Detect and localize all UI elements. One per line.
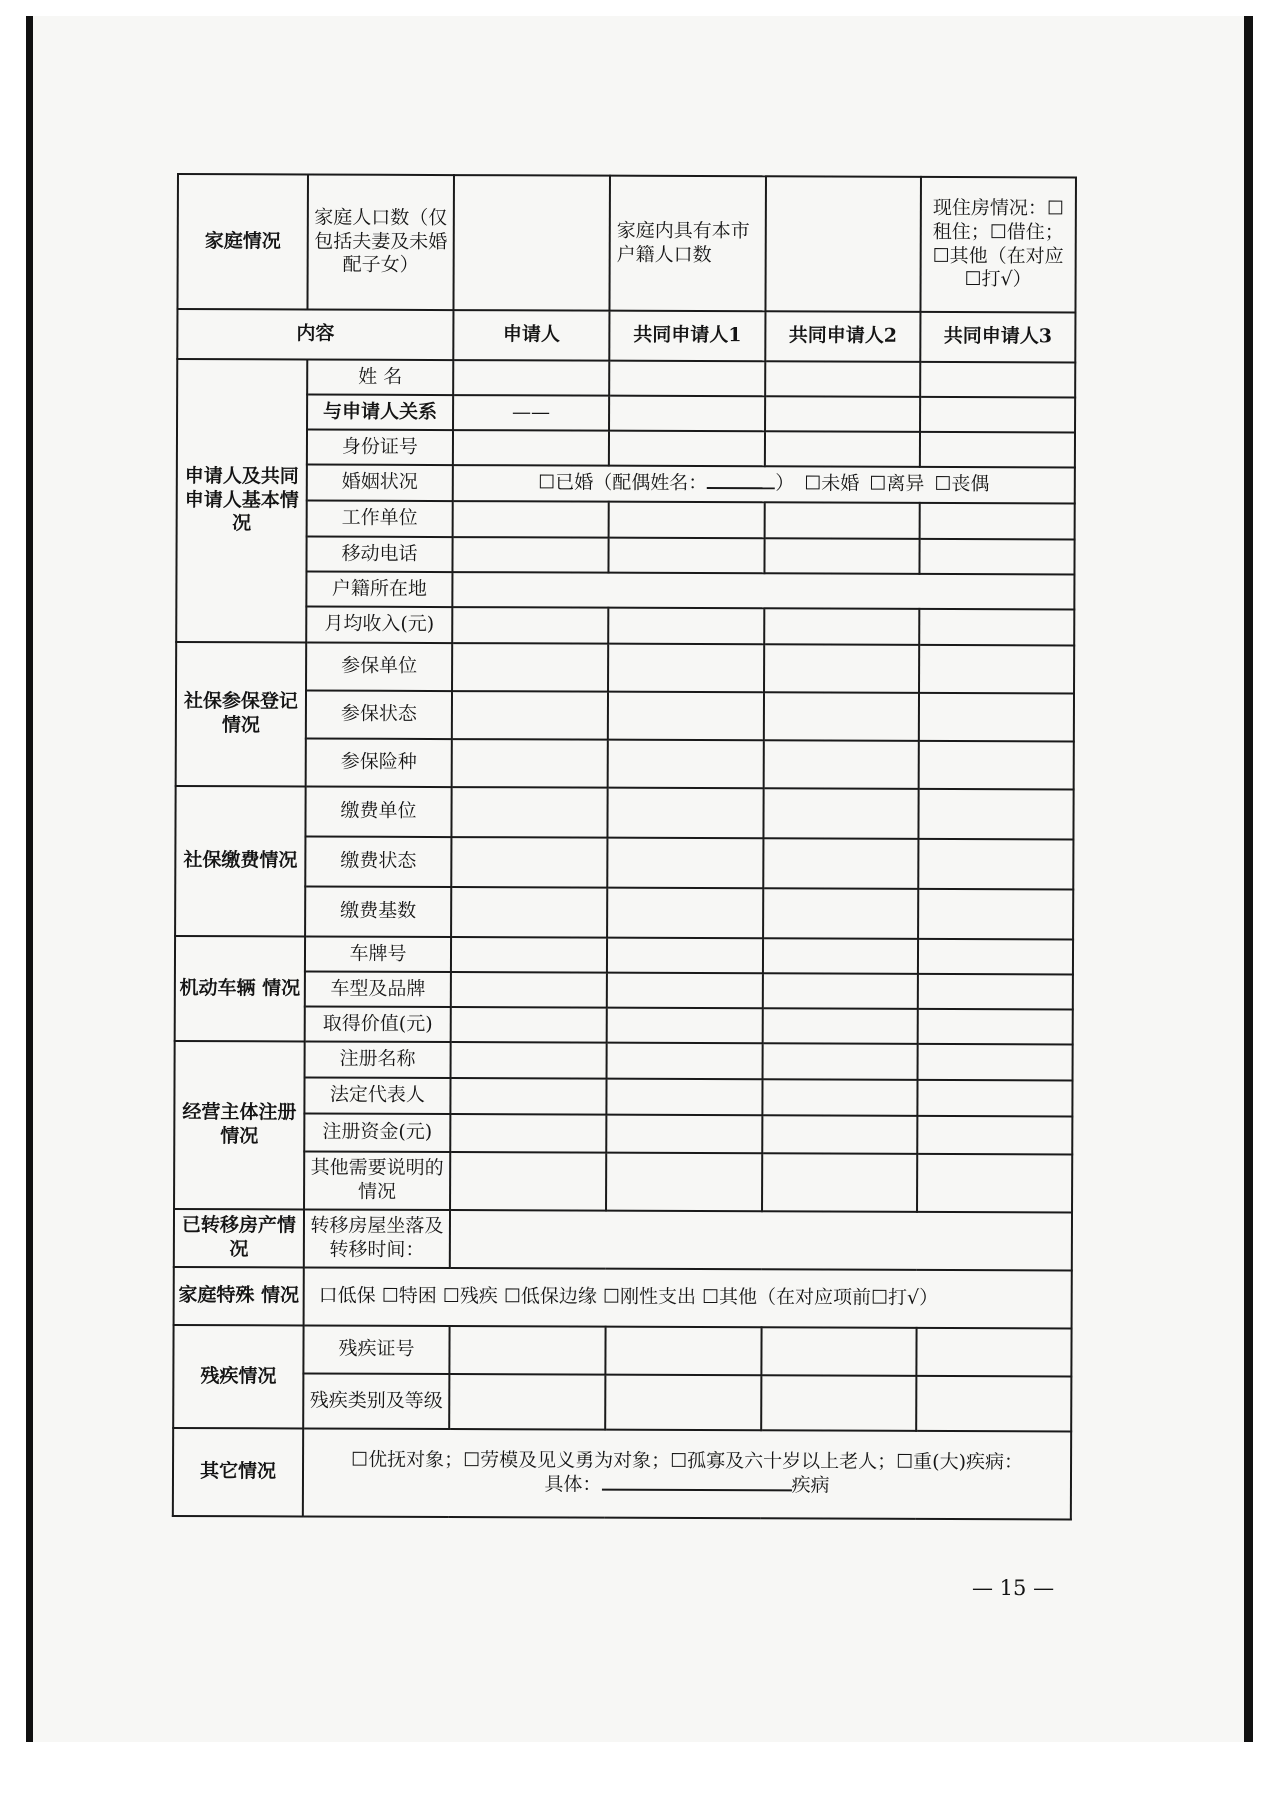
insurance-status-co3[interactable]: [919, 693, 1074, 742]
business-name-co1[interactable]: [607, 1043, 763, 1080]
payment-base-co1[interactable]: [607, 888, 763, 939]
name-co2[interactable]: [765, 361, 920, 397]
marriage-widowed-option[interactable]: ☐丧偶: [934, 473, 990, 496]
payment-status-applicant[interactable]: [451, 837, 607, 888]
payment-status-co1[interactable]: [607, 838, 763, 889]
disability-level-row: [173, 1373, 1071, 1431]
phone-co3[interactable]: [919, 539, 1074, 575]
payment-base-co2[interactable]: [763, 888, 918, 939]
id-co2[interactable]: [765, 431, 920, 467]
disability-section-label: 残疾情况: [173, 1325, 303, 1428]
relation-co2[interactable]: [765, 396, 920, 432]
business-name-co2[interactable]: [763, 1043, 918, 1080]
business-capital-row: [174, 1113, 1072, 1154]
disease-blank[interactable]: [601, 1475, 791, 1492]
family-local-label: 家庭内具有本市户籍人口数: [609, 176, 766, 312]
vehicle-plate-co3[interactable]: [918, 939, 1073, 975]
insurance-type-co2[interactable]: [764, 740, 919, 789]
disability-cert-co3[interactable]: [916, 1328, 1071, 1377]
header-applicant: 申请人: [453, 310, 609, 361]
disability-level-co3[interactable]: [916, 1376, 1071, 1432]
payment-section-label: 社保缴费情况: [175, 786, 306, 936]
income-co1[interactable]: [608, 608, 764, 645]
business-other-co3[interactable]: [917, 1154, 1072, 1213]
other-line-2: [307, 1473, 1067, 1500]
vehicle-value-row: [175, 1006, 1073, 1044]
disability-cert-row: [173, 1325, 1071, 1376]
other-specific-label: 具体：: [544, 1473, 602, 1496]
business-name-label: 注册名称: [305, 1041, 451, 1078]
vehicle-model-co2[interactable]: [763, 973, 918, 1009]
insurance-unit-co1[interactable]: [608, 644, 764, 693]
vehicle-value-label: 取得价值(元): [305, 1006, 451, 1042]
disability-level-co2[interactable]: [761, 1375, 916, 1431]
marriage-options[interactable]: [453, 465, 1075, 503]
insurance-type-label: 参保险种: [306, 738, 452, 787]
business-rep-co1[interactable]: [606, 1079, 762, 1116]
housing-options[interactable]: 现住房情况：☐租住；☐借住；☐其他（在对应☐打√）: [920, 177, 1076, 313]
business-capital-applicant[interactable]: [450, 1114, 606, 1153]
marriage-married-close: ）: [775, 472, 795, 495]
header-row: [177, 309, 1075, 362]
vehicle-plate-row: [175, 936, 1073, 974]
disability-cert-co2[interactable]: [761, 1327, 916, 1376]
income-applicant[interactable]: [452, 607, 608, 644]
disability-cert-label: 残疾证号: [303, 1325, 449, 1374]
scan-edge-right: [1244, 16, 1253, 1742]
disability-cert-co1[interactable]: [605, 1327, 761, 1376]
vehicle-value-co3[interactable]: [918, 1009, 1073, 1045]
business-name-applicant[interactable]: [451, 1042, 607, 1079]
work-co2[interactable]: [765, 502, 920, 539]
other-disease-suffix: 疾病: [791, 1474, 830, 1497]
special-options[interactable]: 口低保 ☐特困 ☐残疾 ☐低保边缘 ☐刚性支出 ☐其他（在对应项前☐打√）: [304, 1267, 1072, 1328]
insurance-type-applicant[interactable]: [452, 739, 608, 788]
insurance-type-row: [176, 738, 1074, 789]
family-section-label: 家庭情况: [177, 174, 308, 309]
basic-section-label: 申请人及共同申请人基本情况: [176, 359, 307, 642]
insurance-unit-co3[interactable]: [919, 645, 1074, 694]
other-line-1[interactable]: ☐优抚对象；☐劳模及见义勇为对象；☐孤寡及六十岁以上老人；☐重(大)疾病：: [351, 1448, 1024, 1474]
payment-status-co2[interactable]: [763, 838, 918, 889]
work-co3[interactable]: [920, 503, 1075, 540]
payment-unit-label: 缴费单位: [305, 786, 451, 837]
id-label: 身份证号: [307, 430, 453, 466]
payment-unit-co3[interactable]: [918, 789, 1073, 840]
relation-label: 与申请人关系: [307, 395, 453, 431]
basic-marriage-row: [177, 464, 1075, 503]
id-co1[interactable]: [609, 431, 765, 467]
payment-unit-co2[interactable]: [763, 788, 918, 839]
phone-co1[interactable]: [608, 538, 764, 574]
vehicle-model-co1[interactable]: [607, 973, 763, 1009]
business-rep-row: [174, 1077, 1072, 1116]
payment-base-label: 缴费基数: [305, 886, 451, 937]
basic-name-row: [177, 359, 1075, 397]
name-applicant[interactable]: [453, 360, 609, 396]
vehicle-value-co2[interactable]: [763, 1008, 918, 1044]
payment-unit-row: [175, 786, 1073, 839]
application-form-table: [172, 173, 1077, 1520]
phone-co2[interactable]: [764, 538, 919, 574]
income-co3[interactable]: [919, 609, 1074, 646]
income-label: 月均收入(元): [306, 606, 452, 643]
special-section-label: 家庭特殊 情况: [174, 1267, 304, 1325]
basic-hukou-row: [176, 571, 1074, 609]
id-applicant[interactable]: [453, 430, 609, 466]
basic-relation-row: [177, 394, 1075, 432]
marriage-label: 婚姻状况: [307, 465, 453, 502]
vehicle-value-co1[interactable]: [607, 1008, 763, 1044]
family-local-value[interactable]: [765, 176, 921, 312]
vehicle-plate-label: 车牌号: [305, 936, 451, 972]
business-other-co2[interactable]: [762, 1153, 917, 1212]
header-co-applicant-1: 共同申请人1: [609, 311, 765, 362]
vehicle-model-label: 车型及品牌: [305, 971, 451, 1007]
family-pop-value[interactable]: [453, 175, 610, 311]
payment-unit-co1[interactable]: [607, 788, 763, 839]
work-co1[interactable]: [609, 502, 765, 539]
vehicle-plate-applicant[interactable]: [451, 937, 607, 973]
business-other-co1[interactable]: [606, 1153, 762, 1212]
business-name-row: [175, 1041, 1073, 1080]
vehicle-section-label: 机动车辆 情况: [175, 936, 305, 1041]
business-other-row: [174, 1151, 1072, 1212]
header-co-applicant-2: 共同申请人2: [765, 311, 920, 362]
spouse-name-blank[interactable]: [707, 473, 775, 489]
relation-applicant: ——: [453, 395, 609, 431]
business-rep-label: 法定代表人: [304, 1077, 450, 1114]
special-row: [174, 1267, 1072, 1328]
other-section-label: 其它情况: [173, 1428, 303, 1516]
insurance-status-co1[interactable]: [608, 692, 764, 741]
basic-income-row: [176, 606, 1074, 645]
vehicle-plate-co2[interactable]: [763, 938, 918, 974]
insurance-status-row: [176, 690, 1074, 741]
insurance-unit-applicant[interactable]: [452, 643, 608, 692]
insurance-unit-label: 参保单位: [306, 642, 452, 691]
insurance-type-co1[interactable]: [608, 740, 764, 789]
family-row: [177, 174, 1076, 312]
other-options[interactable]: [303, 1428, 1071, 1519]
payment-status-co3[interactable]: [918, 839, 1073, 890]
marriage-married-option[interactable]: ☐已婚（配偶姓名：: [538, 471, 708, 495]
work-label: 工作单位: [307, 501, 453, 538]
id-co3[interactable]: [920, 432, 1075, 468]
disability-level-label: 残疾类别及等级: [303, 1373, 449, 1429]
vehicle-model-row: [175, 971, 1073, 1009]
insurance-type-co3[interactable]: [919, 741, 1074, 790]
disability-level-co1[interactable]: [605, 1375, 761, 1431]
business-section-label: 经营主体注册情况: [174, 1041, 305, 1209]
income-co2[interactable]: [764, 608, 919, 645]
scan-edge-left: [26, 16, 33, 1742]
vehicle-model-applicant[interactable]: [451, 972, 607, 1008]
business-other-applicant[interactable]: [450, 1152, 606, 1211]
disability-cert-applicant[interactable]: [449, 1326, 605, 1375]
business-capital-label: 注册资金(元): [304, 1113, 450, 1152]
payment-unit-applicant[interactable]: [451, 787, 607, 838]
relation-co3[interactable]: [920, 397, 1075, 433]
transfer-section-label: 已转移房产情况: [174, 1209, 304, 1267]
business-name-co3[interactable]: [918, 1044, 1073, 1081]
insurance-status-applicant[interactable]: [452, 691, 608, 740]
payment-base-row: [175, 886, 1073, 939]
family-pop-label: 家庭人口数（仅包括夫妻及未婚配子女）: [307, 175, 454, 311]
basic-work-row: [177, 500, 1075, 539]
transfer-row: [174, 1209, 1072, 1270]
other-row: [173, 1428, 1071, 1519]
payment-status-label: 缴费状态: [305, 836, 451, 887]
hukou-label: 户籍所在地: [306, 572, 452, 608]
header-content: 内容: [177, 309, 453, 360]
vehicle-plate-co1[interactable]: [607, 938, 763, 974]
hukou-value[interactable]: [452, 572, 1074, 609]
work-applicant[interactable]: [453, 501, 609, 538]
business-capital-co1[interactable]: [606, 1115, 762, 1154]
business-rep-co3[interactable]: [917, 1080, 1072, 1117]
payment-base-co3[interactable]: [918, 889, 1073, 940]
transfer-label: 转移房屋坐落及转移时间：: [304, 1209, 450, 1268]
disability-level-applicant[interactable]: [449, 1374, 605, 1430]
payment-base-applicant[interactable]: [451, 887, 607, 938]
vehicle-model-co3[interactable]: [918, 974, 1073, 1010]
transfer-value[interactable]: [450, 1210, 1072, 1270]
payment-status-row: [175, 836, 1073, 889]
name-co3[interactable]: [920, 362, 1075, 398]
business-capital-co3[interactable]: [917, 1116, 1072, 1155]
name-label: 姓 名: [307, 360, 453, 396]
insurance-unit-row: [176, 642, 1074, 693]
business-other-label: 其他需要说明的情况: [304, 1151, 450, 1210]
relation-co1[interactable]: [609, 396, 765, 432]
business-rep-applicant[interactable]: [450, 1078, 606, 1115]
marriage-unmarried-option[interactable]: ☐未婚: [804, 472, 860, 495]
insurance-section-label: 社保参保登记情况: [176, 642, 307, 786]
insurance-status-label: 参保状态: [306, 690, 452, 739]
phone-label: 移动电话: [306, 537, 452, 573]
phone-applicant[interactable]: [452, 537, 608, 573]
page-number: — 15 —: [972, 1576, 1055, 1600]
insurance-status-co2[interactable]: [764, 692, 919, 741]
business-rep-co2[interactable]: [762, 1079, 917, 1116]
vehicle-value-applicant[interactable]: [451, 1007, 607, 1043]
name-co1[interactable]: [609, 361, 765, 397]
business-capital-co2[interactable]: [762, 1115, 917, 1154]
header-co-applicant-3: 共同申请人3: [920, 312, 1075, 363]
marriage-divorced-option[interactable]: ☐离异: [869, 472, 925, 495]
insurance-unit-co2[interactable]: [764, 644, 919, 693]
basic-id-row: [177, 429, 1075, 467]
basic-phone-row: [176, 536, 1074, 574]
